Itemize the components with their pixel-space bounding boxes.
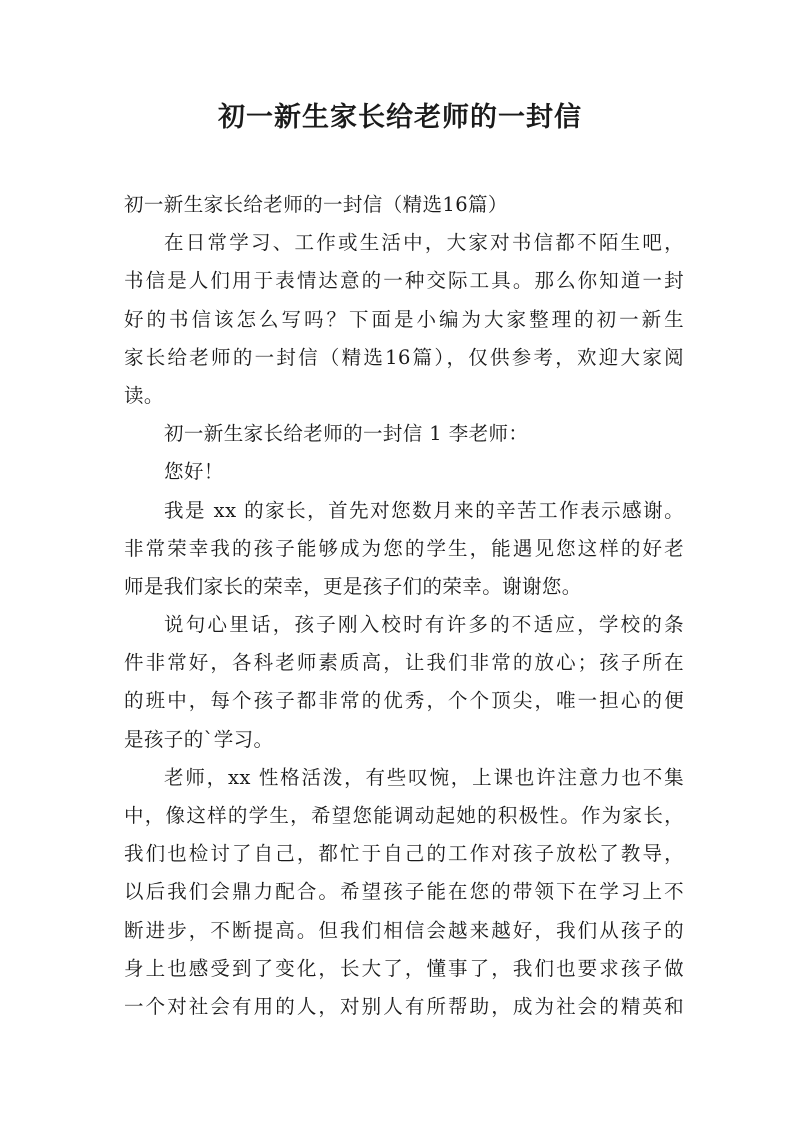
text-line: 我们也检讨了自己，都忙于自己的工作对孩子放松了教导，	[124, 842, 684, 866]
text-line: 读。	[124, 383, 164, 407]
text-line: 一个对社会有用的人，对别人有所帮助，成为社会的精英和	[124, 994, 684, 1018]
text-line: 书信是人们用于表情达意的一种交际工具。那么你知道一封	[124, 269, 684, 293]
text-line: 说句心里话，孩子刚入校时有许多的不适应，学校的条	[164, 613, 684, 637]
text-line: 中，像这样的学生，希望您能调动起她的积极性。作为家长，	[124, 804, 684, 827]
text-line: 我是 xx 的家长，首先对您数月来的辛苦工作表示感谢。	[164, 498, 684, 522]
document-body	[124, 186, 684, 1026]
text-line: 您好！	[164, 460, 224, 484]
text-line: 初一新生家长给老师的一封信 1 李老师：	[164, 422, 529, 446]
text-line: 身上也感受到了变化，长大了，懂事了，我们也要求孩子做	[124, 956, 684, 980]
text-line: 非常荣幸我的孩子能够成为您的学生，能遇见您这样的好老	[124, 536, 684, 560]
text-line: 的班中，每个孩子都非常的优秀，个个顶尖，唯一担心的便	[124, 689, 684, 713]
text-line: 在日常学习、工作或生活中，大家对书信都不陌生吧，	[164, 231, 684, 255]
document-title: 初一新生家长给老师的一封信	[218, 102, 582, 133]
text-line: 初一新生家长给老师的一封信（精选16篇）	[124, 193, 508, 216]
text-line: 师是我们家长的荣幸，更是孩子们的荣幸。谢谢您。	[124, 574, 582, 598]
text-line: 是孩子的`学习。	[124, 727, 274, 751]
text-line: 件非常好，各科老师素质高，让我们非常的放心；孩子所在	[124, 651, 684, 675]
text-line: 断进步，不断提高。但我们相信会越来越好，我们从孩子的	[124, 918, 684, 942]
text-line: 以后我们会鼎力配合。希望孩子能在您的带领下在学习上不	[124, 880, 684, 904]
text-line: 家长给老师的一封信（精选16篇），仅供参考，欢迎大家阅	[124, 345, 684, 369]
text-line: 老师，xx 性格活泼，有些叹惋，上课也许注意力也不集	[164, 765, 684, 789]
text-line: 好的书信该怎么写吗？下面是小编为大家整理的初一新生	[124, 307, 684, 331]
